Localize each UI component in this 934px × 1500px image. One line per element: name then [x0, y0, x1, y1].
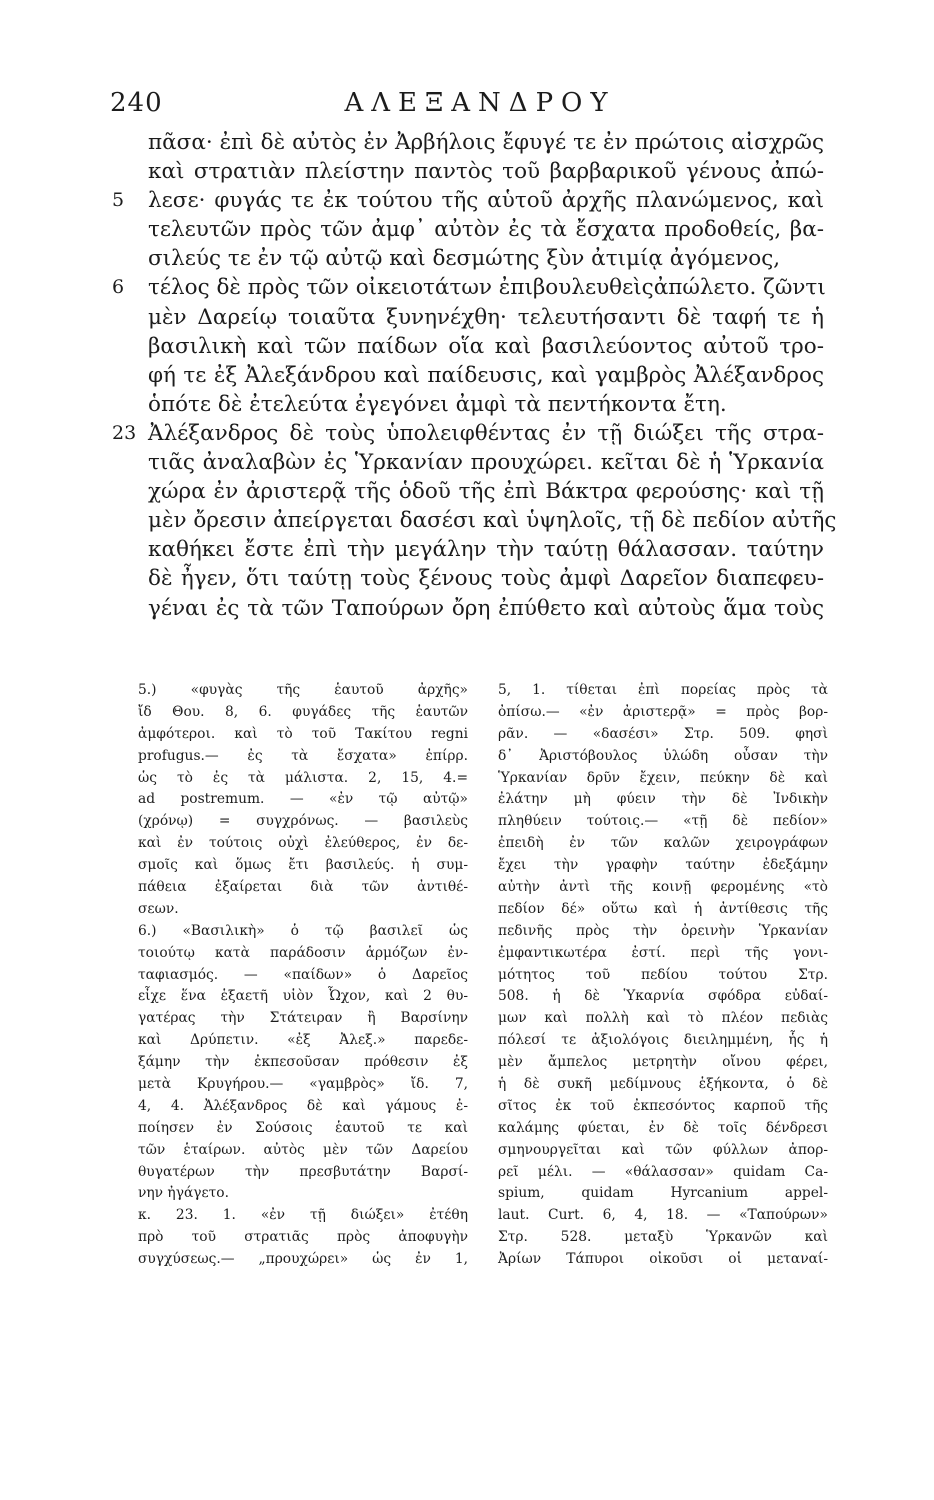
footnote-line: ξάμην τὴν ἐκπεσοῦσαν πρόθεσιν ἐξ: [138, 1054, 468, 1071]
line-text: λεσε· φυγάς τε ἐκ τούτου τῆς αὑτοῦ ἀρχῆς πλανώμενος, καὶ: [148, 188, 824, 214]
footnote-line: Ὑρκανίαν δρῦν ἔχειν, πεύκην δὲ καὶ: [498, 769, 828, 786]
footnotes-right-column: [498, 680, 828, 1271]
footnote-line: δ᾿ Ἀριστόβουλος ὑλώδη οὖσαν τὴν: [498, 747, 828, 764]
footnote-line: ad postremum. — «ἐν τῷ αὐτῷ»: [138, 791, 468, 808]
footnote-line: τοιούτῳ κατὰ παράδοσιν ἁρμόζων ἐν-: [138, 944, 468, 961]
line-number: 6: [112, 276, 125, 299]
footnote-line: αὐτὴν ἀντὶ τῆς κοινῇ φερομένης «τὸ: [498, 879, 828, 896]
page-number: 240: [110, 88, 163, 118]
text-line: [106, 128, 824, 157]
footnote-line: συγχύσεως.— „προυχώρει» ὡς ἐν 1,: [138, 1251, 468, 1268]
line-text: καθήκει ἔστε ἐπὶ τὴν μεγάλην τὴν ταύτῃ θάλασσαν. ταύτην: [148, 537, 824, 563]
footnote-line: ἐμφαντικωτέρα ἐστί. περὶ τῆς γονι-: [498, 944, 828, 961]
footnote-line: μὲν ἄμπελος μετρητὴν οἴνου φέρει,: [498, 1054, 828, 1071]
running-title: ΑΛΕΞΑΝΔΡΟΥ: [344, 88, 616, 118]
line-text: φή τε ἐξ Ἀλεξάνδρου καὶ παίδευσις, καὶ γαμβρὸς Ἀλέξανδρος: [148, 362, 824, 388]
footnote-line: 5, 1. τίθεται ἐπὶ πορείας πρὸς τὰ: [498, 682, 828, 698]
text-line: [106, 244, 824, 273]
text-line: [106, 215, 824, 244]
footnote-line: σμηνουργεῖται καὶ τῶν φύλλων ἀπορ-: [498, 1141, 828, 1158]
footnote-line: θυγατέρων τὴν πρεσβυτάτην Βαρσί-: [138, 1163, 468, 1180]
footnote-line: μων καὶ πολλὴ καὶ τὸ πλέον πεδιὰς: [498, 1010, 828, 1027]
line-text: Ἀλέξανδρος δὲ τοὺς ὑπολειφθέντας ἐν τῇ διώξει τῆς στρα-: [148, 420, 824, 446]
footnote-line: Ἀρίων Τάπυροι οἰκοῦσι οἱ μεταναί-: [498, 1251, 828, 1268]
footnote-line: laut. Curt. 6, 4, 18. — «Ταπούρων»: [498, 1207, 828, 1224]
line-text: δὲ ἦγεν, ὅτι ταύτῃ τοὺς ξένους τοὺς ἀμφὶ Δαρεῖον διαπεφευ-: [148, 566, 824, 592]
footnotes-left-column: [138, 680, 468, 1271]
footnote-line: τῶν ἑταίρων. αὐτὸς μὲν τῶν Δαρείου: [138, 1141, 468, 1158]
footnote-line: πεδινῆς πρὸς τὴν ὀρεινὴν Ὑρκανίαν: [498, 922, 828, 939]
footnote-line: ταφιασμός. — «παίδων» ὁ Δαρεῖος: [138, 966, 468, 983]
footnote-line: πόλεσί τε ἀξιολόγοις διειλημμένη, ἧς ἡ: [498, 1032, 828, 1049]
line-text: μὲν ὄρεσιν ἀπείργεται δασέσι καὶ ὑψηλοῖς, τῇ δὲ πεδίον αὐτῆς: [148, 508, 837, 534]
text-line: [106, 157, 824, 186]
footnote-line: πληθύειν τούτοις.— «τῇ δὲ πεδίον»: [498, 813, 828, 830]
line-text: ὁπότε δὲ ἐτελεύτα ἐγεγόνει ἀμφὶ τὰ πεντήκοντα ἔτη.: [148, 391, 727, 417]
footnote-line: 5.) «φυγὰς τῆς ἑαυτοῦ ἀρχῆς»: [138, 682, 468, 698]
line-text: βασιλικὴ καὶ τῶν παίδων οἵα καὶ βασιλεύοντος αὐτοῦ τρο-: [148, 333, 824, 359]
footnote-line: κ. 23. 1. «ἐν τῇ διώξει» ἐτέθη: [138, 1207, 468, 1224]
footnote-line: ρᾶν. — «δασέσι» Στρ. 509. φησὶ: [498, 725, 828, 742]
line-number: 5: [112, 189, 125, 212]
footnote-line: σῖτος ἐκ τοῦ ἐκπεσόντος καρποῦ τῆς: [498, 1097, 828, 1114]
line-text: τέλος δὲ πρὸς τῶν οἰκειοτάτων ἐπιβουλευθεὶςἀπώλετο. ζῶντι: [148, 275, 826, 301]
text-line: [106, 390, 824, 419]
footnote-line: ἡ δὲ συκῆ μεδίμνους ἑξήκοντα, ὁ δὲ: [498, 1076, 828, 1093]
footnote-line: μετὰ Κρυγήρου.— «γαμβρὸς» ἴδ. 7,: [138, 1076, 468, 1093]
footnote-line: 508. ἡ δὲ Ὑκαρνία σφόδρα εὐδαί-: [498, 988, 828, 1005]
footnote-line: ἐπειδὴ ἐν τῶν καλῶν χειρογράφων: [498, 835, 828, 852]
text-line: [106, 303, 824, 332]
line-text: γέναι ἐς τὰ τῶν Ταπούρων ὄρη ἐπύθετο καὶ αὐτοὺς ἅμα τοὺς: [148, 595, 824, 621]
line-number: 23: [112, 421, 137, 444]
footnote-line: 4, 4. Ἀλέξανδρος δὲ καὶ γάμους ἐ-: [138, 1097, 468, 1114]
footnote-line: profugus.— ἐς τὰ ἔσχατα» ἐπίρρ.: [138, 747, 468, 764]
footnote-line: καὶ Δρύπετιν. «ἐξ Ἀλεξ.» παρεδε-: [138, 1032, 468, 1049]
footnote-line: ἀμφότεροι. καὶ τὸ τοῦ Τακίτου regni: [138, 725, 468, 742]
line-text: μὲν Δαρείῳ τοιαῦτα ξυνηνέχθη· τελευτήσαντι δὲ ταφή τε ἡ: [148, 304, 824, 330]
text-line: [106, 506, 837, 535]
footnote-line: γατέρας τὴν Στάτειραν ἢ Βαρσίνην: [138, 1010, 468, 1027]
footnote-line: 6.) «Βασιλικὴ» ὁ τῷ βασιλεῖ ὡς: [138, 922, 468, 939]
text-line: [106, 332, 824, 361]
footnote-line: ὀπίσω.— «ἐν ἀριστερᾷ» = πρὸς βορ-: [498, 703, 828, 720]
footnote-line: ρεῖ μέλι. — «θάλασσαν» quidam Ca-: [498, 1163, 828, 1180]
footnote-line: πεδίον δέ» οὕτω καὶ ἡ ἀντίθεσις τῆς: [498, 900, 828, 917]
footnote-line: ἴδ Θου. 8, 6. φυγάδες τῆς ἑαυτῶν: [138, 703, 468, 720]
footnote-line: σμοῖς καὶ ὅμως ἔτι βασιλεύς. ἡ συμ-: [138, 857, 468, 874]
text-line: [106, 564, 824, 593]
footnote-line: καὶ ἐν τούτοις οὐχὶ ἐλεύθερος, ἐν δε-: [138, 835, 468, 852]
footnote-line: ποίησεν ἐν Σούσοις ἑαυτοῦ τε καὶ: [138, 1119, 468, 1136]
text-line: [106, 361, 824, 390]
line-text: σιλεύς τε ἐν τῷ αὐτῷ καὶ δεσμώτης ξὺν ἀτιμίᾳ ἀγόμενος,: [148, 246, 781, 272]
footnote-line: ἔχει τὴν γραφὴν ταύτην ἐδεξάμην: [498, 857, 828, 874]
text-line: [106, 535, 824, 564]
footnote-line: μότητος τοῦ πεδίου τούτου Στρ.: [498, 966, 828, 983]
footnote-line: καλάμης φύεται, ἐν δὲ τοῖς δένδρεσι: [498, 1119, 828, 1136]
line-text: καὶ στρατιὰν πλείστην παντὸς τοῦ βαρβαρικοῦ γένους ἀπώ-: [148, 159, 824, 185]
text-line: [106, 594, 824, 623]
page-header: [100, 88, 860, 128]
footnote-line: σεων.: [138, 900, 179, 917]
text-line: [106, 477, 824, 506]
line-text: τελευτῶν πρὸς τῶν ἀμφ᾿ αὐτὸν ἐς τὰ ἔσχατα προδοθείς, βα-: [148, 217, 824, 243]
line-text: πᾶσα· ἐπὶ δὲ αὐτὸς ἐν Ἀρβήλοις ἔφυγέ τε ἐν πρώτοις αἰσχρῶς: [148, 130, 824, 155]
text-line: [106, 448, 824, 477]
text-line: [106, 273, 824, 302]
footnote-line: νην ἠγάγετο.: [138, 1185, 229, 1202]
footnote-line: ὡς τὸ ἐς τὰ μάλιστα. 2, 15, 4.=: [138, 769, 468, 786]
footnote-line: Στρ. 528. μεταξὺ Ὑρκανῶν καὶ: [498, 1229, 828, 1246]
footnote-line: spium, quidam Hyrcanium appel-: [498, 1185, 828, 1202]
line-text: τιᾶς ἀναλαβὼν ἐς Ὑρκανίαν προυχώρει. κεῖται δὲ ἡ Ὑρκανία: [148, 450, 824, 476]
footnote-line: (χρόνῳ) = συγχρόνως. — βασιλεὺς: [138, 813, 468, 830]
line-text: χώρα ἐν ἀριστερᾷ τῆς ὁδοῦ τῆς ἐπὶ Βάκτρα φερούσης· καὶ τῇ: [148, 479, 824, 505]
text-line: [106, 419, 824, 448]
footnote-line: πάθεια ἐξαίρεται διὰ τῶν ἀντιθέ-: [138, 879, 468, 896]
main-text: [106, 128, 837, 623]
footnote-line: εἶχε ἕνα ἑξαετῆ υἱὸν Ὦχον, καὶ 2 θυ-: [138, 988, 468, 1005]
footnote-line: ἐλάτην μὴ φύειν τὴν δὲ Ἰνδικὴν: [498, 791, 828, 808]
footnote-line: πρὸ τοῦ στρατιᾶς πρὸς ἀποφυγὴν: [138, 1229, 468, 1246]
text-line: [106, 186, 824, 215]
